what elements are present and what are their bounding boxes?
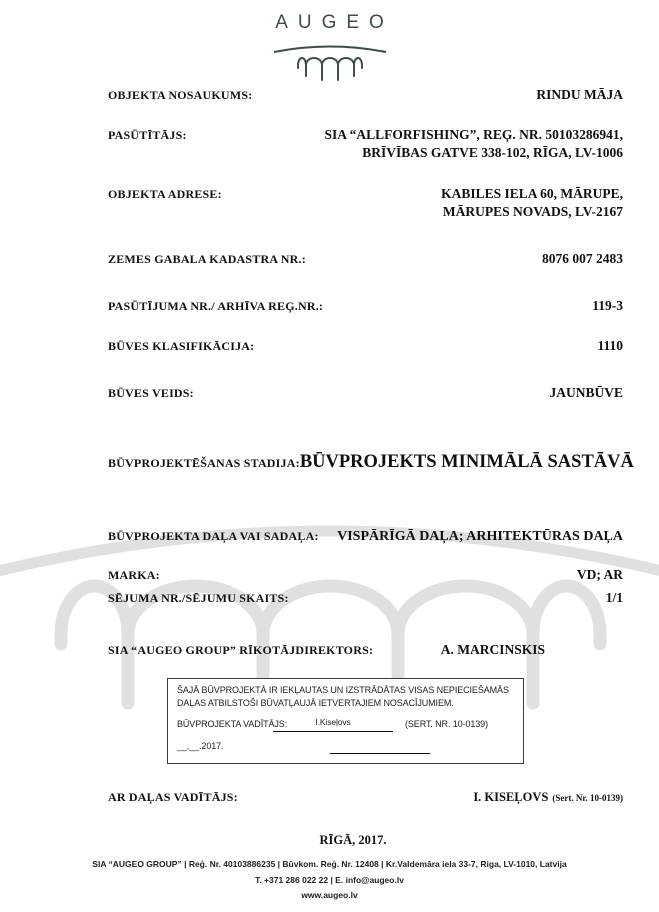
stamp-date: __,__.2017. (177, 741, 224, 751)
marka-value: VD; AR (576, 567, 623, 582)
augeo-logo-text: AUGEO (275, 12, 394, 33)
ar-manager-name: I. KISEĻOVS (473, 790, 549, 804)
augeo-bridge-icon (272, 35, 388, 81)
part-value: VISPĀRĪGĀ DAĻA; ARHITEKTŪRAS DAĻA (337, 529, 623, 544)
stamp-manager-label: BŪVPROJEKTA VADĪTĀJS: (177, 719, 288, 729)
field-label: OBJEKTA NOSAUKUMS: (108, 88, 253, 102)
field-row-buves-veids (108, 384, 623, 402)
field-value: RINDU MĀJA (536, 87, 623, 102)
field-value-line: MĀRUPES NOVADS, LV-2167 (442, 204, 623, 219)
stamp-signature-line: I.Kiseļovs (273, 717, 393, 732)
field-value: JAUNBŪVE (549, 385, 623, 400)
stamp-statement-line2: DAĻAS ATBILSTOŠI BŪVATĻAUJĀ IETVERTAJIEM NOSACĪJUMIEM. (177, 698, 454, 708)
field-row-objekta-adrese (108, 185, 623, 221)
stage-label: BŪVPROJEKTĒŠANAS STADIJA: (108, 456, 300, 470)
ar-manager-row (108, 788, 623, 806)
volume-row (108, 589, 623, 607)
declaration-stamp-box (167, 678, 524, 764)
marka-row (108, 566, 623, 584)
ar-manager-value (473, 788, 623, 806)
field-row-pasutitajs (108, 126, 623, 162)
field-row-buves-klasifikacija (108, 337, 623, 355)
field-label: PASŪTĪJUMA NR./ ARHĪVA REĢ.NR.: (108, 299, 324, 313)
field-label: OBJEKTA ADRESE: (108, 187, 222, 201)
field-value-line: BRĪVĪBAS GATVE 338-102, RĪGA, LV-1006 (362, 145, 623, 160)
field-label: BŪVES VEIDS: (108, 386, 194, 400)
augeo-logo (0, 12, 659, 81)
stage-value: BŪVPROJEKTS MINIMĀLĀ SASTĀVĀ (299, 452, 634, 472)
field-value: 119-3 (592, 298, 623, 313)
director-value: A. MARCINSKIS (440, 642, 545, 657)
place-date: RĪGĀ, 2017. (319, 833, 387, 847)
field-value-line: KABILES IELA 60, MĀRUPE, (441, 186, 623, 201)
ar-manager-label: AR DAĻAS VADĪTĀJS: (108, 790, 238, 804)
field-value (324, 126, 623, 162)
director-row (108, 641, 623, 659)
field-label: BŪVES KLASIFIKĀCIJA: (108, 339, 255, 353)
field-value (441, 185, 623, 221)
footer (0, 857, 659, 904)
stamp-signature-line-2 (330, 739, 430, 754)
field-value: 1110 (597, 338, 623, 353)
volume-value: 1/1 (605, 590, 623, 605)
field-value: 8076 007 2483 (542, 251, 623, 266)
footer-contact-line: T. +371 286 022 22 | E. info@augeo.lv (255, 874, 404, 885)
footer-company-line: SIA “AUGEO GROUP” | Reģ. Nr. 40103886235 | Būvkom. Reģ. Nr. 12408 | Kr.Valdemāra iela 33-7, Riga, LV-1010, Latvija (92, 859, 567, 869)
director-label: SIA “AUGEO GROUP” RĪKOTĀJDIREKTORS: (108, 643, 374, 657)
field-value-line: SIA “ALLFORFISHING”, REĢ. NR. 50103286941, (324, 127, 623, 142)
marka-label: MARKA: (108, 568, 160, 582)
ar-manager-cert: (Sert. Nr. 10-0139) (552, 793, 623, 803)
field-row-pasutijuma-nr (108, 297, 623, 315)
part-row (108, 529, 623, 545)
part-label: BŪVPROJEKTA DAĻA VAI SADAĻA: (108, 529, 319, 543)
stamp-statement-line1: ŠAJĀ BŪVPROJEKTĀ IR IEKĻAUTAS UN IZSTRĀDĀTAS VISAS NEPIECIEŠAMĀS (177, 685, 509, 695)
field-row-kadastra-nr (108, 250, 623, 268)
field-label: ZEMES GABALA KADASTRA NR.: (108, 252, 306, 266)
stamp-cert-number: (SERT. NR. 10-0139) (405, 719, 488, 729)
field-label: PASŪTĪTĀJS: (108, 128, 187, 142)
stage-row (108, 452, 634, 473)
footer-website: www.augeo.lv (301, 890, 358, 900)
volume-label: SĒJUMA NR./SĒJUMU SKAITS: (108, 591, 289, 605)
field-row-objekta-nosaukums (108, 86, 623, 104)
